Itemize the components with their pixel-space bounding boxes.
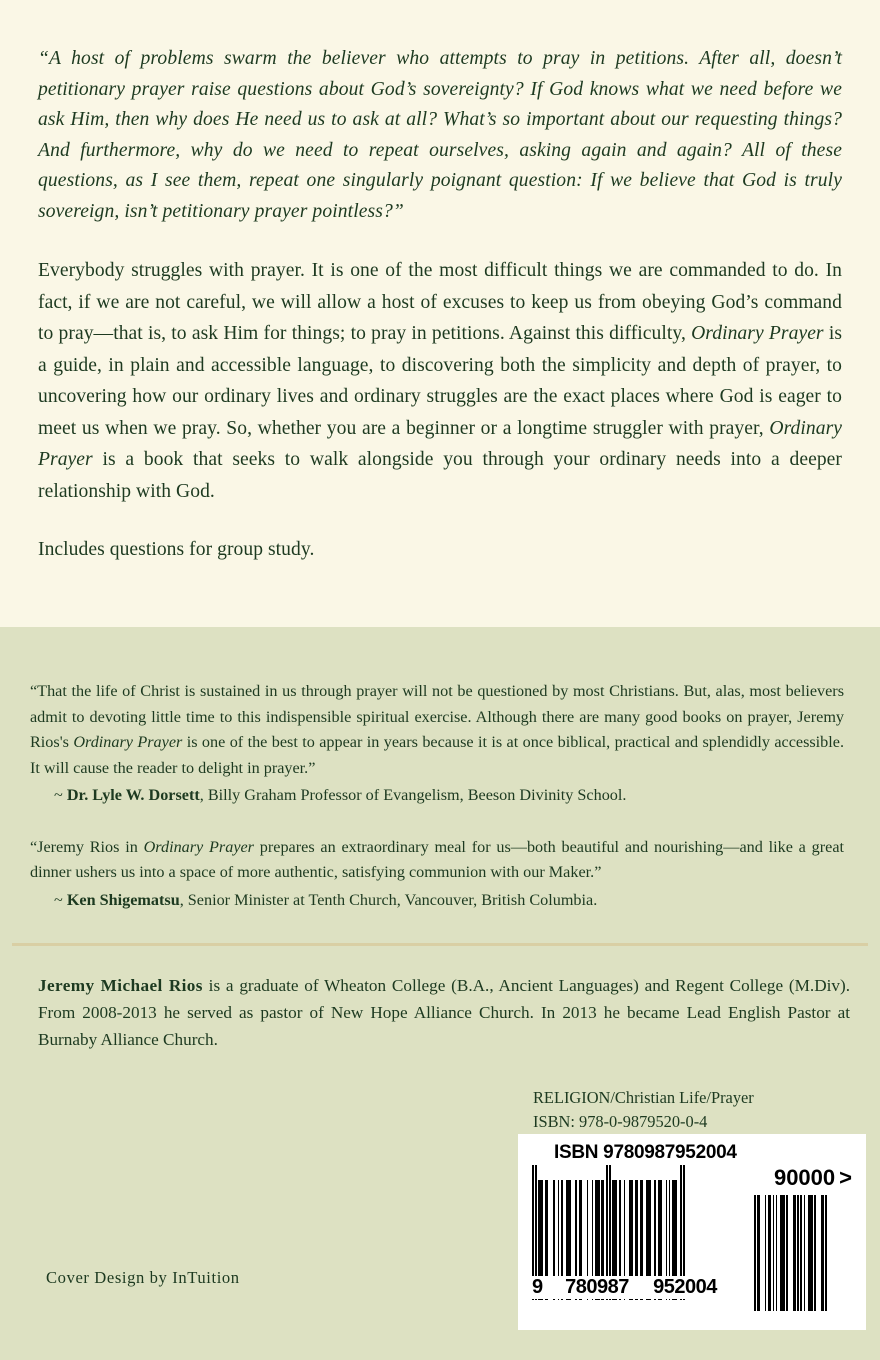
barcode-ean13 [532, 1165, 732, 1299]
endorser-role: , Billy Graham Professor of Evangelism, Beeson Divinity School. [199, 786, 627, 804]
cover-design-credit: Cover Design by InTuition [46, 1268, 240, 1287]
endorsement-item [30, 679, 850, 809]
endorser-name: Dr. Lyle W. Dorsett [66, 786, 200, 804]
barcode-digits [532, 1276, 732, 1299]
description-paragraph [38, 255, 850, 507]
barcode-addon [754, 1165, 852, 1311]
isbn-text: ISBN: 978-0-9879520-0-4 [533, 1112, 708, 1131]
endorsement-quote [30, 835, 850, 886]
blurb-panel [0, 0, 880, 627]
endorsement-quote-part-1: “That the life of Christ is sustained in us through prayer will not be questioned by most Christians. But, alas, most believers admit to devoting little time to this indispensible spiritual exercise. Although there are many good books on prayer, Jeremy Rios's [30, 682, 844, 751]
barcode-isbn-caption: ISBN 9780987952004 [554, 1142, 737, 1163]
publishing-meta [533, 1086, 754, 1134]
endorsements-list [0, 627, 880, 913]
attribution-tilde: ~ [54, 890, 67, 909]
description-text-part-2: is a guide, in plain and accessible language, to discovering both the simplicity and depth of prayer, to uncovering how our ordinary lives and ordinary struggles are the exact places where God is eager to meet us when we pray. So, whether you are a beginner or a longtime struggler with prayer, [38, 323, 842, 439]
endorsement-attribution [30, 888, 850, 914]
endorsement-quote-part-2: prepares an extraordinary meal for us—both beautiful and nourishing—and like a great dinner ushers us into a space of more authentic, satisfying communion with our Maker.” [30, 837, 844, 881]
description-text-part-1: Everybody struggles with prayer. It is one of the most difficult things we are commanded to do. In fact, if we are not careful, we will allow a host of excuses to keep us from obeying God’s command to pray—that is, to ask Him for things; to pray in petitions. Against this difficulty, [38, 260, 842, 344]
endorser-name: Ken Shigematsu [66, 890, 180, 909]
endorser-role: , Senior Minister at Tenth Church, Vancouver, British Columbia. [179, 890, 598, 909]
author-name: Jeremy Michael Rios [38, 976, 203, 995]
endorsement-attribution [30, 783, 850, 809]
barcode-digit-group-3: 952004 [653, 1276, 717, 1298]
endorsement-quote-part-2: is one of the best to appear in years because it is at once biblical, practical and splendidly accessible. It will cause the reader to delight in prayer.” [30, 733, 845, 777]
barcode-addon-value: 90000 [773, 1165, 836, 1190]
attribution-tilde: ~ [54, 786, 67, 804]
bisac-category: RELIGION/Christian Life/Prayer [533, 1088, 754, 1107]
barcode [518, 1134, 866, 1330]
barcode-addon-suffix: > [839, 1165, 852, 1190]
barcode-bars-addon [754, 1195, 852, 1311]
group-study-note: Includes questions for group study. [38, 539, 315, 560]
book-title-mention: Ordinary Prayer [73, 733, 183, 751]
barcode-digit-group-1: 9 [532, 1276, 543, 1298]
author-bio-text: is a graduate of Wheaton College (B.A., Ancient Languages) and Regent College (M.Div). From 2008-2013 he served as pastor of New Hope Alliance Church. In 2013 he became Lead English Pastor at Burnaby Alliance Church. [38, 976, 850, 1049]
description-text-part-3: is a book that seeks to walk alongside you through your ordinary needs into a deeper relationship with God. [38, 449, 842, 502]
book-title-mention-2: Ordinary Prayer [38, 417, 842, 470]
author-bio [0, 946, 880, 1053]
book-title-mention: Ordinary Prayer [143, 837, 254, 856]
endorsement-item [30, 835, 850, 914]
endorsement-quote-part-1: “Jeremy Rios in [30, 837, 144, 856]
pull-quote: “A host of problems swarm the believer who attempts to pray in petitions. After all, doesn’t petitionary prayer raise questions about God’s sovereignty? If God knows what we need before we ask Him, then why does He need us to ask at all? What’s so important about our requesting things? And furthermore, why do we need to repeat ourselves, asking again and again? All of these questions, as I see them, repeat one singularly poignant question: If we believe that God is truly sovereign, isn’t petitionary prayer pointless?” [38, 48, 842, 222]
book-title-mention-1: Ordinary Prayer [691, 323, 824, 344]
barcode-rows [532, 1165, 856, 1311]
endorsement-quote [30, 679, 850, 781]
barcode-digit-group-2: 780987 [565, 1276, 629, 1298]
